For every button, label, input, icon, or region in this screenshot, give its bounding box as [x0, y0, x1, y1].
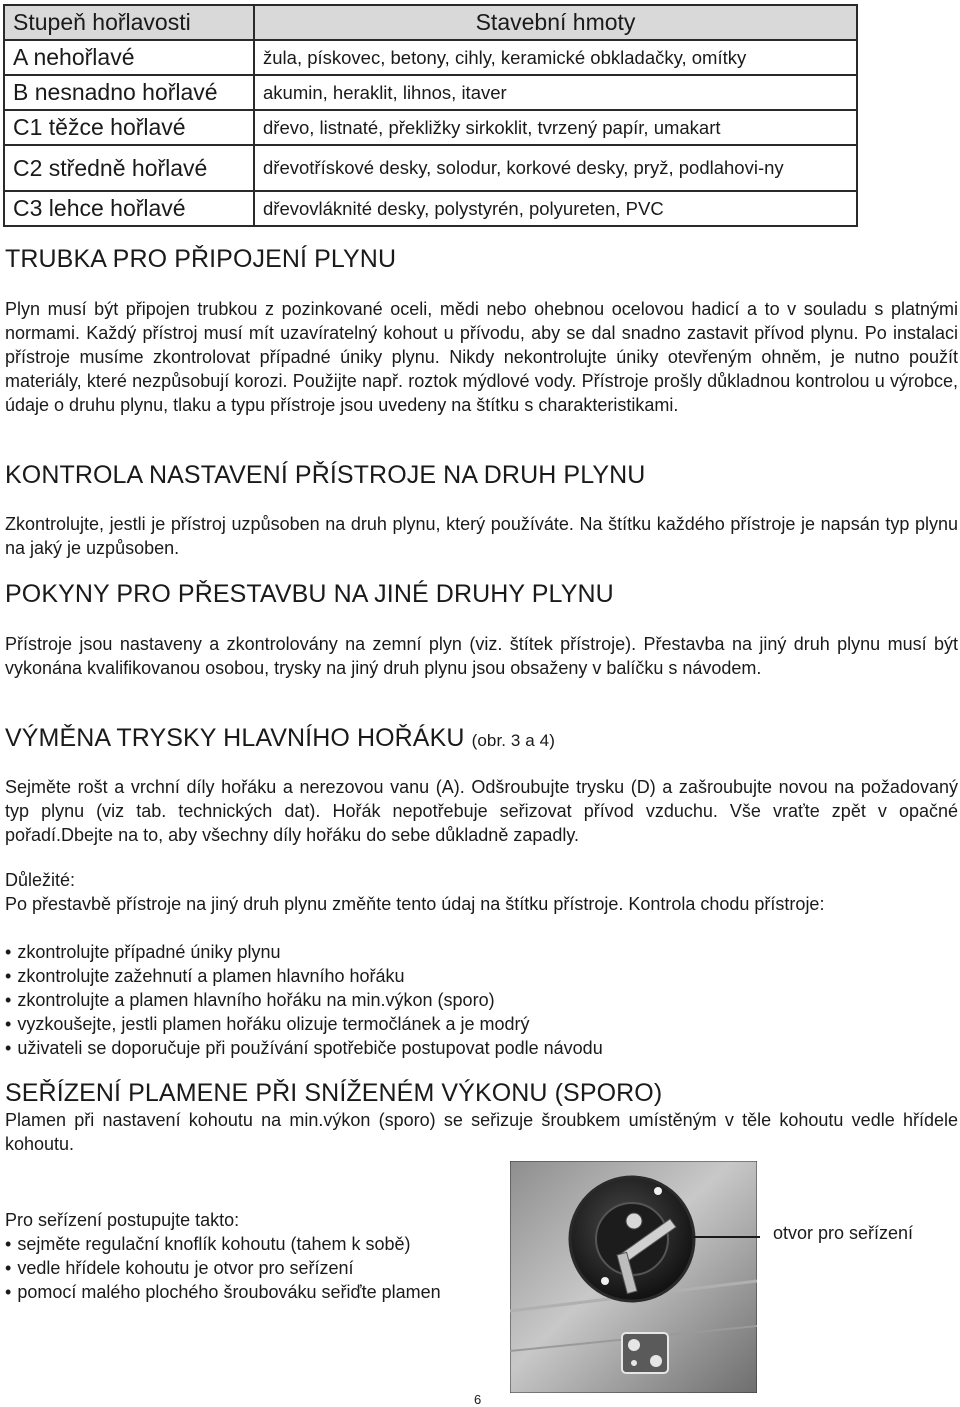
adjustment-procedure — [5, 1208, 473, 1304]
list-item: • vyzkoušejte, jestli plamen hořáku olizuje termočlánek a je modrý — [5, 1012, 603, 1036]
header-building-materials: Stavební hmoty — [254, 5, 857, 40]
check-list — [5, 940, 603, 1060]
nozzle-section-title — [5, 724, 555, 753]
adjustment-hole-callout: otvor pro seřízení — [773, 1223, 914, 1243]
conversion-section-text: Přístroje jsou nastaveny a zkontrolovány na zemní plyn (viz. štítek přístroje). Přestavba na jiný druh plynu musí být vykonána kvalifikovanou osobou, trysky na jiný druh plynu jsou obsaženy v balíčku s návodem. — [5, 634, 958, 678]
grade-cell: B nesnadno hořlavé — [4, 75, 254, 110]
check-section-title: KONTROLA NASTAVENÍ PŘÍSTROJE NA DRUH PLYNU — [5, 461, 646, 489]
callout-line — [693, 1236, 760, 1238]
procedure-list — [5, 1232, 473, 1304]
grade-cell: C2 středně hořlavé — [4, 145, 254, 191]
grade-cell: C3 lehce hořlavé — [4, 191, 254, 226]
gas-valve-photo — [510, 1161, 757, 1393]
table-row — [4, 145, 857, 191]
procedure-intro: Pro seřízení postupujte takto: — [5, 1210, 240, 1230]
grade-cell: A nehořlavé — [4, 40, 254, 75]
list-item: • uživateli se doporučuje při používání spotřebiče postupovat podle návodu — [5, 1036, 603, 1060]
nozzle-section-text: Sejměte rošt a vrchní díly hořáku a nerezovou vanu (A). Odšroubujte trysku (D) a zašroubujte novou na požadovaný typ plynu (viz tab. technických dat). Hořák nepotřebuje seřizovat přívod vzduchu. Vše vraťte zpět v opačné pořadí.Dbejte na to, aby všechny díly hořáku do sebe důkladně zapadly. — [5, 777, 958, 845]
table-row — [4, 40, 857, 75]
nozzle-title-main: VÝMĚNA TRYSKY HLAVNÍHO HOŘÁKU — [5, 724, 465, 752]
page-number: 6 — [474, 1392, 482, 1407]
flame-section-title: SEŘÍZENÍ PLAMENE PŘI SNÍŽENÉM VÝKONU (SPORO) — [5, 1079, 663, 1107]
list-item: • zkontrolujte zažehnutí a plamen hlavního hořáku — [5, 964, 603, 988]
list-item: • zkontrolujte a plamen hlavního hořáku na min.výkon (sporo) — [5, 988, 603, 1012]
important-heading: Důležité: — [5, 870, 76, 890]
list-item: • zkontrolujte případné úniky plynu — [5, 940, 603, 964]
nozzle-title-figure-ref: (obr. 3 a 4) — [471, 731, 555, 750]
table-row — [4, 75, 857, 110]
materials-cell: dřevo, listnaté, překližky sirkoklit, tvrzený papír, umakart — [254, 110, 857, 145]
check-section-text: Zkontrolujte, jestli je přístroj uzpůsoben na druh plynu, který používáte. Na štítku každého přístroje je napsán typ plynu na jaký je uzpůsoben. — [5, 514, 958, 558]
flammability-table — [3, 4, 858, 227]
important-text: Po přestavbě přístroje na jiný druh plynu změňte tento údaj na štítku přístroje. Kontrola chodu přístroje: — [5, 894, 825, 914]
materials-cell: dřevotřískové desky, solodur, korkové desky, pryž, podlahovi-ny — [254, 145, 857, 191]
table-header-row — [4, 5, 857, 40]
flame-section-text: Plamen při nastavení kohoutu na min.výkon (sporo) se seřizuje šroubkem umístěným v těle kohoutu vedle hřídele kohoutu. — [5, 1110, 958, 1154]
list-item: • vedle hřídele kohoutu je otvor pro seřízení — [5, 1256, 473, 1280]
materials-cell: akumin, heraklit, lihnos, itaver — [254, 75, 857, 110]
materials-cell: dřevovláknité desky, polystyrén, polyureten, PVC — [254, 191, 857, 226]
conversion-section-title: POKYNY PRO PŘESTAVBU NA JINÉ DRUHY PLYNU — [5, 580, 614, 608]
materials-cell: žula, pískovec, betony, cihly, keramické obkladačky, omítky — [254, 40, 857, 75]
list-item: • pomocí malého plochého šroubováku seřiďte plamen — [5, 1280, 473, 1304]
grade-cell: C1 těžce hořlavé — [4, 110, 254, 145]
table-row — [4, 110, 857, 145]
pipe-section-text: Plyn musí být připojen trubkou z pozinkované oceli, mědi nebo ohebnou ocelovou hadicí a to v souladu s platnými normami. Každý přístroj musí mít uzavíratelný kohout u přívodu, aby se dal snadno zastavit přívod plynu. Po instalaci přístroje musíme zkontrolovat případné úniky plynu. Nikdy nekontrolujte úniky otevřeným ohněm, je nutno použít materiály, které nezpůsobují korozi. Použijte např. roztok mýdlové vody. Přístroje prošly důkladnou kontrolou u výrobce, údaje o druhu plynu, tlaku a typu přístroje jsou uvedeny na štítku s charakteristikami. — [5, 299, 958, 415]
pipe-section-title: TRUBKA PRO PŘIPOJENÍ PLYNU — [5, 245, 397, 273]
header-flammability-grade: Stupeň hořlavosti — [4, 5, 254, 40]
table-row — [4, 191, 857, 226]
list-item: • sejměte regulační knoflík kohoutu (tahem k sobě) — [5, 1232, 473, 1256]
